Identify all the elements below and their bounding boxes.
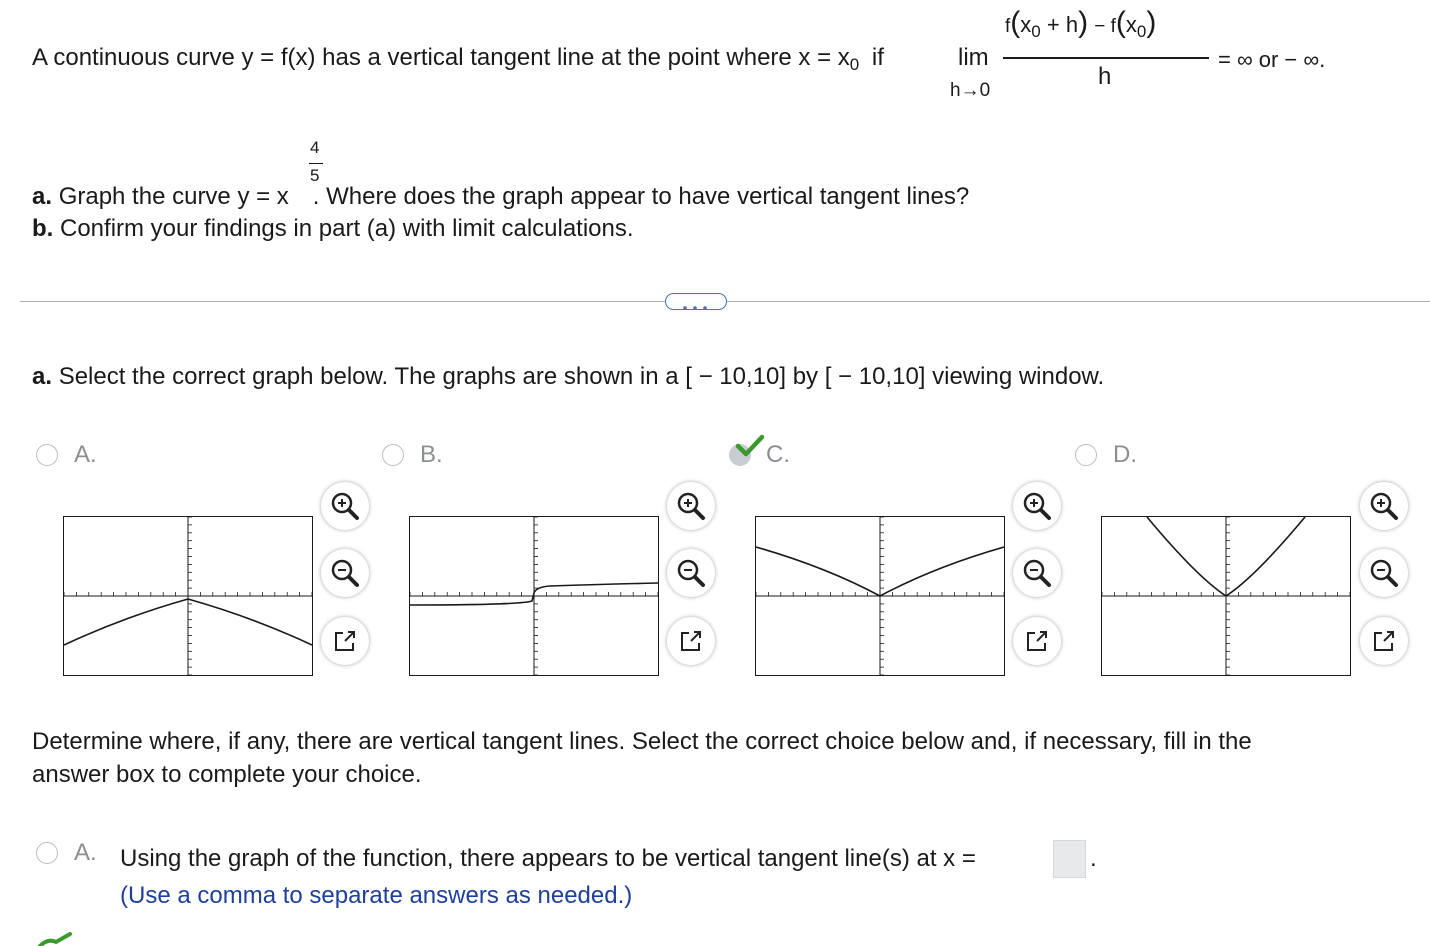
graph-a-plot	[64, 517, 312, 675]
definition-result: = ∞ or − ∞.	[1218, 47, 1326, 72]
numerator-x2: x	[1125, 12, 1137, 37]
option-b-label: B.	[420, 441, 443, 468]
open-external-button[interactable]	[667, 617, 715, 665]
fraction-bar	[1003, 57, 1209, 59]
graph-b-plot	[410, 517, 658, 675]
option-a-label: A.	[74, 441, 97, 468]
definition-lead-sub: 0	[849, 55, 860, 74]
part-a-instruction-label: a.	[32, 363, 53, 390]
determine-line-2: answer box to complete your choice.	[32, 761, 422, 788]
choice-a-period: .	[1090, 845, 1097, 872]
question-part-b	[32, 215, 634, 243]
zoom-out-icon	[1013, 549, 1061, 597]
numerator-minus-f: − f	[1094, 16, 1116, 37]
exponent-denominator: 5	[310, 166, 320, 185]
part-a-instruction	[32, 363, 1104, 391]
exponent-numerator: 4	[310, 138, 320, 157]
zoom-in-icon	[667, 482, 715, 530]
fraction-denominator: h	[1098, 63, 1112, 90]
graph-c[interactable]	[755, 516, 1005, 676]
part-b-text: Confirm your findings in part (a) with limit calculations.	[60, 215, 634, 242]
numerator-f: f	[1005, 16, 1011, 37]
part-a-label: a.	[32, 183, 53, 210]
zoom-in-button[interactable]	[1013, 482, 1061, 530]
open-external-button[interactable]	[321, 617, 369, 665]
checkmark-icon	[735, 434, 765, 458]
open-external-button[interactable]	[1360, 617, 1408, 665]
zoom-out-button[interactable]	[1360, 549, 1408, 597]
more-button[interactable]	[665, 293, 727, 310]
part-a-pre: Graph the curve y = x	[58, 183, 289, 210]
option-b-radio[interactable]	[382, 444, 404, 466]
graph-c-plot	[756, 517, 1004, 675]
limit-subscript: h→0	[950, 80, 991, 101]
open-external-icon	[667, 617, 715, 665]
zoom-in-button[interactable]	[667, 482, 715, 530]
definition-text	[32, 44, 884, 75]
answer-input[interactable]	[1053, 840, 1086, 878]
zoom-in-button[interactable]	[321, 482, 369, 530]
definition-lead: A continuous curve y = f(x) has a vertical tangent line at the point where x = x	[32, 44, 850, 71]
zoom-out-button[interactable]	[1013, 549, 1061, 597]
numerator-x: x	[1020, 12, 1032, 37]
zoom-out-icon	[667, 549, 715, 597]
graph-d[interactable]	[1101, 516, 1351, 676]
option-d-label: D.	[1113, 441, 1137, 468]
determine-line-1: Determine where, if any, there are vertical tangent lines. Select the correct choice below and, if necessary, fill in the	[32, 728, 1252, 755]
fraction-numerator: $f(x_0 + h) - f(x_0)$	[1005, 6, 1157, 41]
graph-d-plot	[1102, 517, 1350, 675]
graph-b[interactable]	[409, 516, 659, 676]
question-part-a	[32, 183, 969, 211]
numerator-plus-h: + h	[1046, 12, 1079, 37]
open-external-icon	[321, 617, 369, 665]
graph-a[interactable]	[63, 516, 313, 676]
option-a-radio[interactable]	[36, 444, 58, 466]
option-d-radio[interactable]	[1075, 444, 1097, 466]
open-external-icon	[1360, 617, 1408, 665]
part-b-label: b.	[32, 215, 54, 242]
zoom-out-icon	[1360, 549, 1408, 597]
choice-a-radio[interactable]	[36, 842, 58, 864]
choice-a-text: Using the graph of the function, there appears to be vertical tangent line(s) at x =	[120, 845, 976, 872]
definition-if: if	[871, 44, 884, 71]
numerator-sub2: 0	[1136, 22, 1147, 41]
zoom-in-button[interactable]	[1360, 482, 1408, 530]
option-c-label: C.	[766, 441, 790, 468]
choice-a-hint: (Use a comma to separate answers as needed.)	[120, 882, 633, 909]
open-external-icon	[1013, 617, 1061, 665]
zoom-out-icon	[321, 549, 369, 597]
exponent-bar	[309, 163, 323, 164]
limit-label: lim	[958, 44, 989, 71]
zoom-in-icon	[321, 482, 369, 530]
zoom-out-button[interactable]	[667, 549, 715, 597]
numerator-sub: 0	[1031, 22, 1041, 41]
open-external-button[interactable]	[1013, 617, 1061, 665]
part-a-post: . Where does the graph appear to have vertical tangent lines?	[312, 183, 970, 210]
part-a-instruction-text: Select the correct graph below. The graphs are shown in a [ − 10,10] by [ − 10,10] viewing window.	[58, 363, 1105, 390]
choice-a-label: A.	[74, 839, 97, 866]
checkmark-icon	[34, 932, 74, 946]
zoom-out-button[interactable]	[321, 549, 369, 597]
ellipsis-icon	[666, 301, 725, 315]
zoom-in-icon	[1013, 482, 1061, 530]
zoom-in-icon	[1360, 482, 1408, 530]
